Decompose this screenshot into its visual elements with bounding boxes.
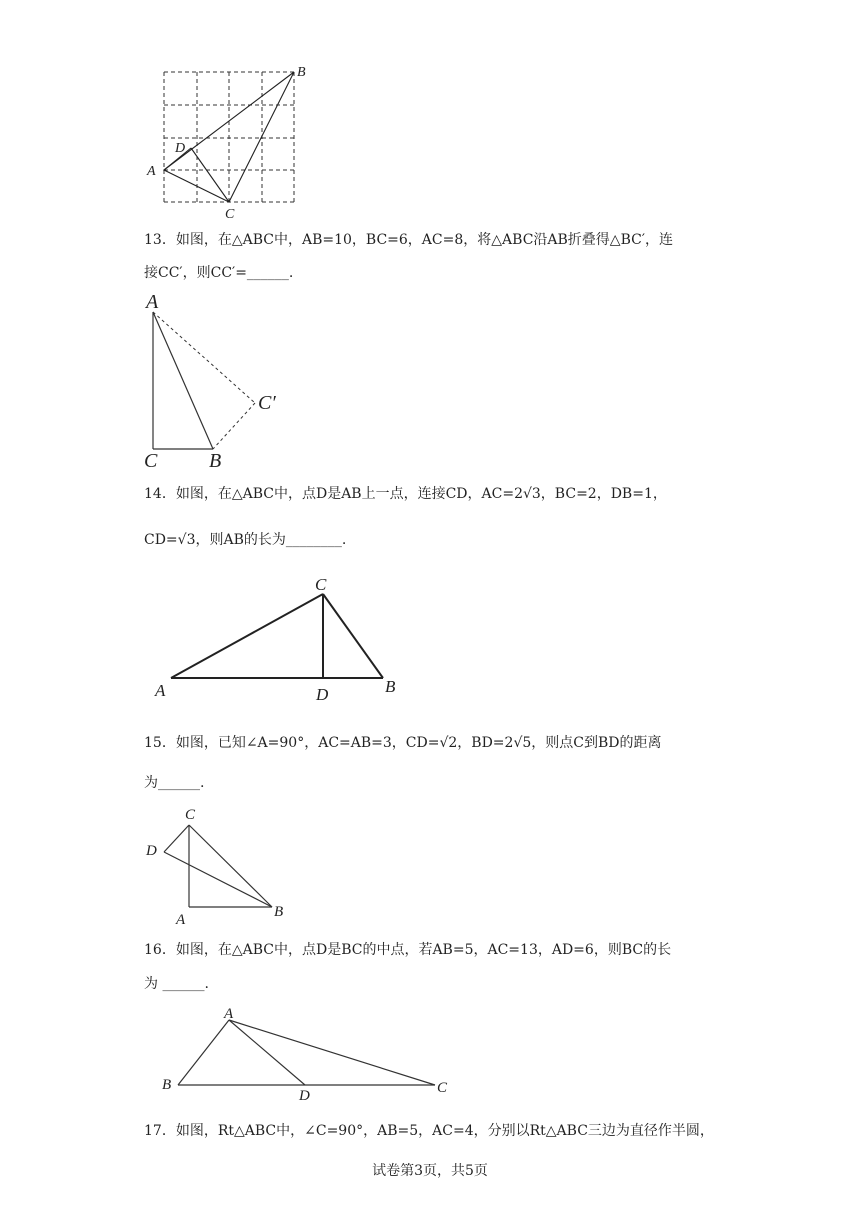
label-a: A — [176, 912, 186, 928]
question-text-line1: 如图，在△ABC中，AB=10，BC=6，AC=8，将△ABC沿AB折叠得△BC′，连 — [175, 232, 674, 248]
question-number: 14． — [144, 486, 176, 502]
question-number: 17． — [144, 1123, 176, 1139]
question-number: 16． — [144, 942, 176, 958]
label-d: D — [299, 1088, 310, 1104]
label-c: C — [185, 807, 196, 823]
question-14 — [144, 484, 724, 504]
question-text-line1: 如图，在△ABC中，点D是AB上一点，连接CD，AC=2√3，BC=2，DB=1， — [175, 486, 667, 502]
label-c: C — [225, 207, 235, 222]
figure-triangle-median — [150, 1000, 460, 1110]
label-a: A — [146, 291, 159, 313]
question-15-line2 — [144, 773, 724, 793]
label-d: D — [146, 843, 157, 859]
label-b: B — [162, 1077, 172, 1093]
label-b: B — [274, 904, 284, 920]
label-b: B — [297, 65, 306, 80]
question-text-line1: 如图，在△ABC中，点D是BC的中点，若AB=5，AC=13，AD=6，则BC的长 — [175, 942, 672, 958]
question-16 — [144, 940, 724, 960]
question-16-line2 — [144, 974, 724, 994]
label-a: A — [147, 164, 156, 179]
question-14-line2 — [144, 530, 724, 550]
label-c: C — [437, 1080, 448, 1096]
label-b: B — [385, 677, 396, 696]
question-number: 13． — [144, 232, 176, 248]
label-c: C — [144, 450, 158, 472]
figure-grid-triangle — [140, 60, 320, 220]
figure-right-triangle-d — [140, 800, 300, 930]
question-text-line2: 接CC′，则CC′=______. — [144, 265, 294, 281]
label-c-prime: C′ — [258, 392, 276, 414]
question-17 — [144, 1121, 724, 1141]
question-text-line2: CD=√3，则AB的长为________. — [144, 532, 347, 548]
question-text-line1: 如图，已知∠A=90°，AC=AB=3，CD=√2，BD=2√5，则点C到BD的距离 — [175, 735, 662, 751]
label-c: C — [315, 575, 327, 594]
question-text-line2: 为______. — [144, 775, 205, 791]
question-number: 15． — [144, 735, 176, 751]
question-13-line2 — [144, 263, 724, 283]
label-b: B — [209, 450, 222, 472]
question-text-line1: 如图，Rt△ABC中，∠C=90°，AB=5，AC=4，分别以Rt△ABC三边为直径作半圆， — [175, 1123, 714, 1139]
page-footer: 试卷第3页，共5页 — [372, 1163, 488, 1179]
question-text-line2: 为 ______. — [144, 976, 209, 992]
question-13 — [144, 230, 724, 250]
label-a: A — [224, 1006, 234, 1022]
figure-triangle-cd — [150, 570, 410, 710]
question-15 — [144, 733, 724, 753]
label-d: D — [316, 685, 329, 704]
label-a: A — [155, 681, 166, 700]
label-d: D — [175, 141, 186, 156]
figure-fold-triangle — [140, 290, 290, 480]
